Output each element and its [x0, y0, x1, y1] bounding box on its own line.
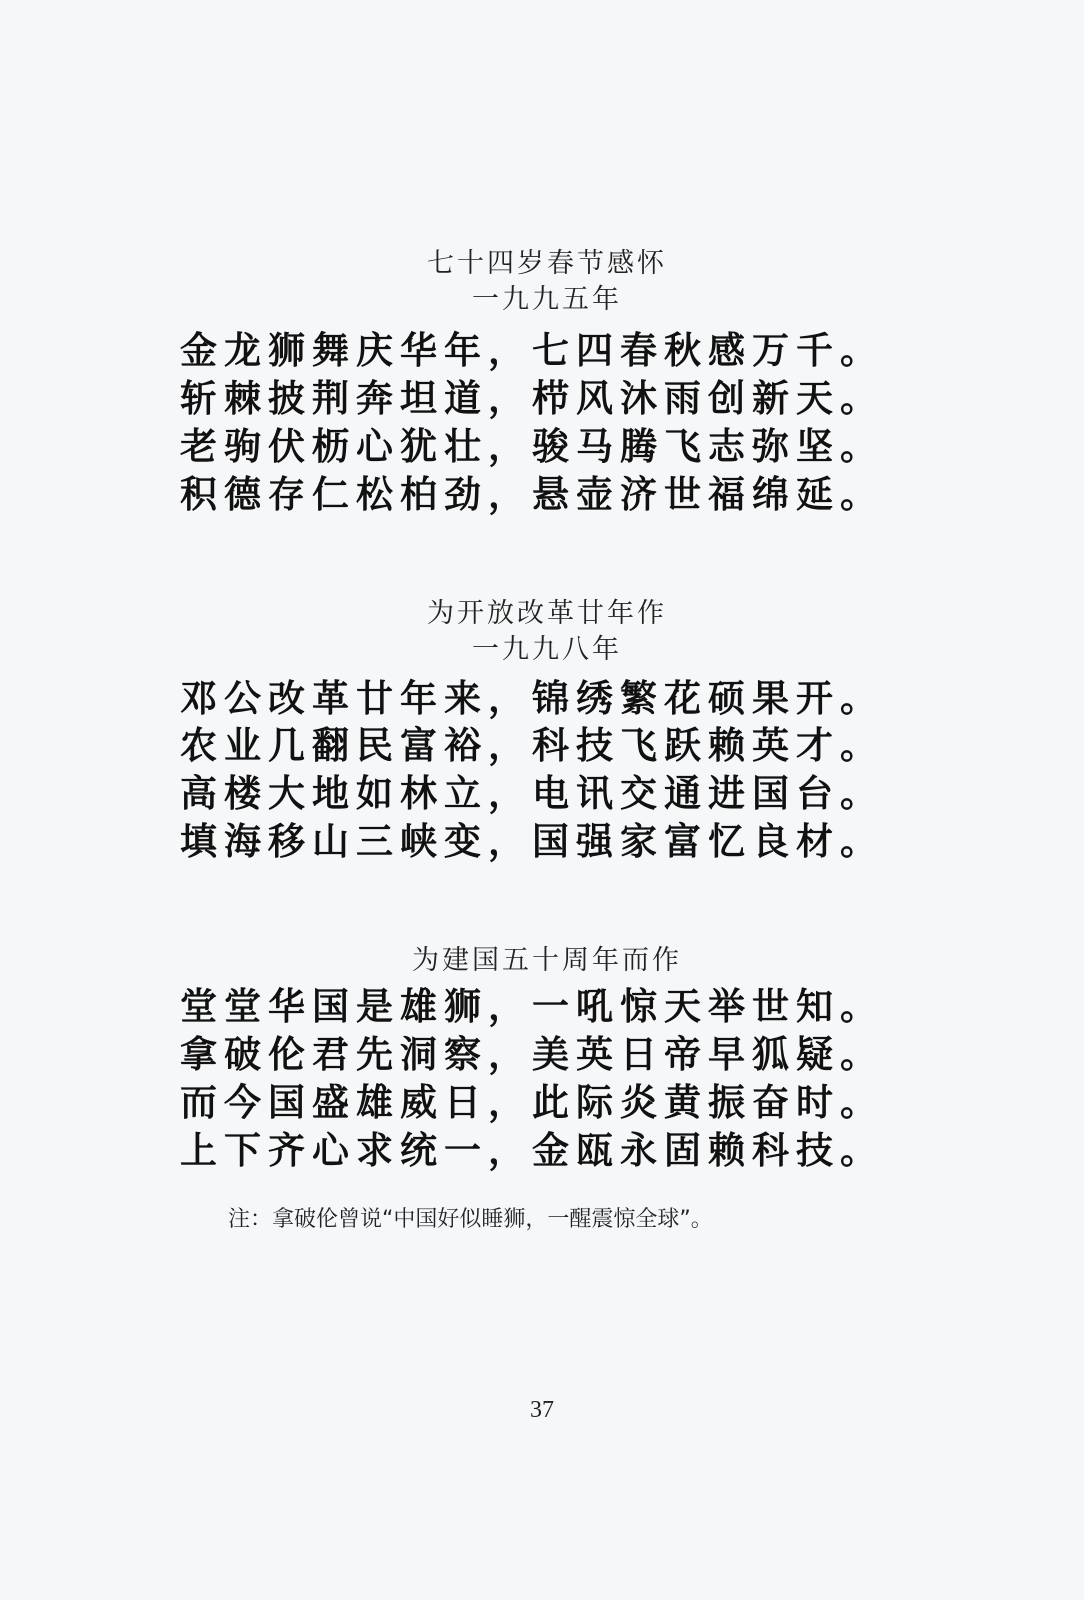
poem-line: 而今国盛雄威日，此际炎黄振奋时。: [180, 1080, 884, 1124]
poem-1: [0, 246, 1084, 318]
page-number: 37: [530, 1397, 554, 1423]
poem-3: [0, 943, 1084, 979]
poem-title: 为开放改革廿年作: [427, 598, 667, 629]
poem-line: 积德存仁松柏劲，悬壶济世福绵延。: [180, 472, 884, 516]
poem-line: 农业几翻民富裕，科技飞跃赖英才。: [180, 723, 884, 767]
poem-line: 邓公改革廿年来，锦绣繁花硕果开。: [180, 676, 884, 720]
poem-line: 堂堂华国是雄狮，一吼惊天举世知。: [180, 984, 884, 1028]
poem-year: 一九九五年: [472, 284, 622, 315]
poem-line: 斩棘披荆奔坦道，栉风沐雨创新天。: [180, 376, 884, 420]
poem-title: 为建国五十周年而作: [412, 945, 682, 976]
poem-line: 金龙狮舞庆华年，七四春秋感万千。: [180, 328, 884, 372]
poem-line: 拿破伦君先洞察，美英日帝早狐疑。: [180, 1032, 884, 1076]
poem-title: 七十四岁春节感怀: [427, 248, 667, 279]
poem-line: 高楼大地如林立，电讯交通进国台。: [180, 771, 884, 815]
poem-line: 填海移山三峡变，国强家富忆良材。: [180, 819, 884, 863]
footnote: 注：拿破伦曾说“中国好似睡狮，一醒震惊全球”。: [228, 1207, 713, 1232]
poem-line: 上下齐心求统一，金瓯永固赖科技。: [180, 1128, 884, 1172]
poem-line: 老驹伏枥心犹壮，骏马腾飞志弥坚。: [180, 424, 884, 468]
poem-year: 一九九八年: [472, 634, 622, 665]
poem-2: [0, 596, 1084, 668]
